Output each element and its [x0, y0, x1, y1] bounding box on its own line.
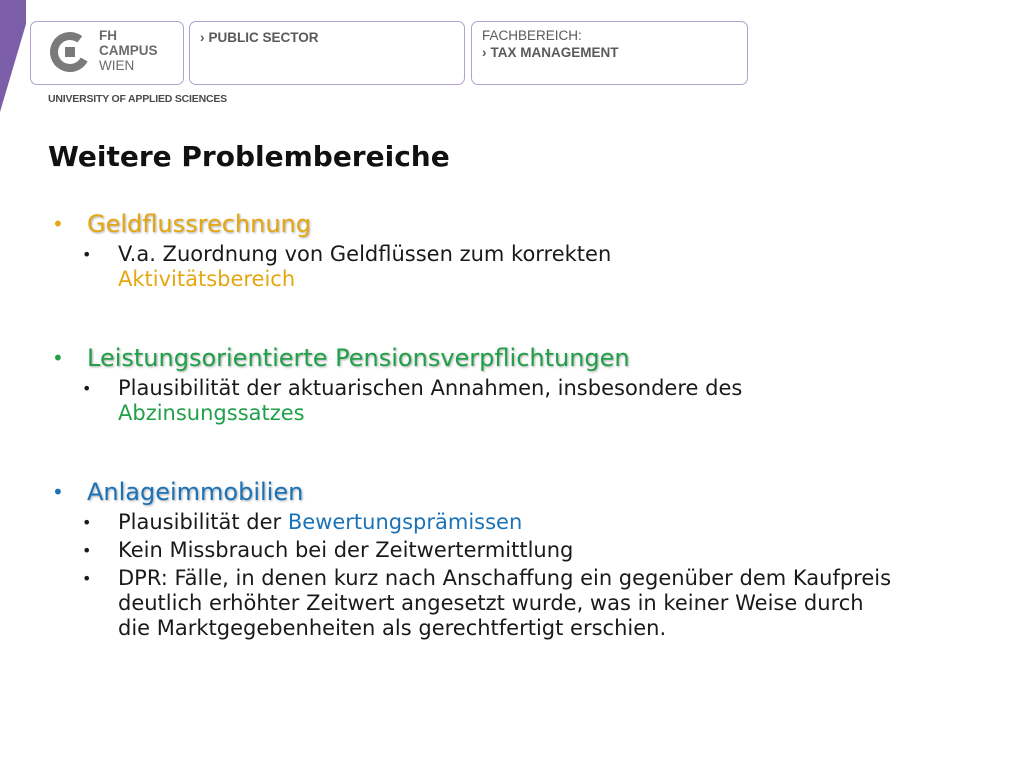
logo-box[interactable] — [30, 21, 184, 85]
logo-text — [99, 28, 158, 73]
bullet-icon: • — [82, 379, 92, 398]
logo-line-fh: FH — [99, 28, 117, 43]
logo-line-wien: WIEN — [99, 58, 135, 73]
bullet-icon: • — [52, 212, 64, 236]
slide-title: Weitere Problembereiche — [48, 140, 450, 173]
fachbereich-value: › TAX MANAGEMENT — [482, 45, 619, 60]
university-label: UNIVERSITY OF APPLIED SCIENCES — [48, 93, 227, 105]
fh-campus-logo-icon — [47, 29, 93, 75]
chevron-right-icon: › — [200, 30, 205, 45]
bullet-icon: • — [52, 346, 64, 370]
section-anlageimmobilien — [52, 477, 902, 641]
logo-line-campus: CAMPUS — [99, 43, 158, 58]
bullet-icon: • — [82, 541, 92, 560]
section-heading: • Anlageimmobilien — [52, 478, 304, 506]
public-sector-label: › PUBLIC SECTOR — [200, 30, 319, 45]
chevron-right-icon: › — [482, 45, 487, 60]
list-item: • Plausibilität der aktuarischen Annahmen, insbesondere des Abzinsungssatzes — [82, 376, 743, 425]
list-item: • DPR: Fälle, in denen kurz nach Anschaffung ein gegenüber dem Kaufpreis deutlich erhöhter Zeitwert angesetzt wurde, was in keiner Weise durch die Marktgegebenheiten als gerechtfertigt erschien. — [82, 566, 892, 640]
list-item: • Kein Missbrauch bei der Zeitwertermittlung — [82, 538, 574, 562]
section-heading: • Geldflussrechnung — [52, 210, 311, 238]
list-item: • Plausibilität der Bewertungsprämissen — [82, 510, 523, 534]
bullet-icon: • — [52, 480, 64, 504]
bullet-icon: • — [82, 245, 92, 264]
fachbereich-box[interactable] — [471, 21, 748, 85]
fachbereich-label: FACHBEREICH: — [482, 28, 582, 43]
section-geldflussrechnung — [52, 209, 902, 292]
list-item: • V.a. Zuordnung von Geldflüssen zum korrekten Aktivitätsbereich — [82, 242, 612, 291]
section-pensionsverpflichtungen — [52, 343, 902, 426]
section-heading: • Leistungsorientierte Pensionsverpflichtungen — [52, 344, 630, 372]
corner-accent — [0, 0, 30, 112]
bullet-icon: • — [82, 513, 92, 532]
public-sector-box[interactable] — [189, 21, 465, 85]
bullet-icon: • — [82, 569, 92, 588]
